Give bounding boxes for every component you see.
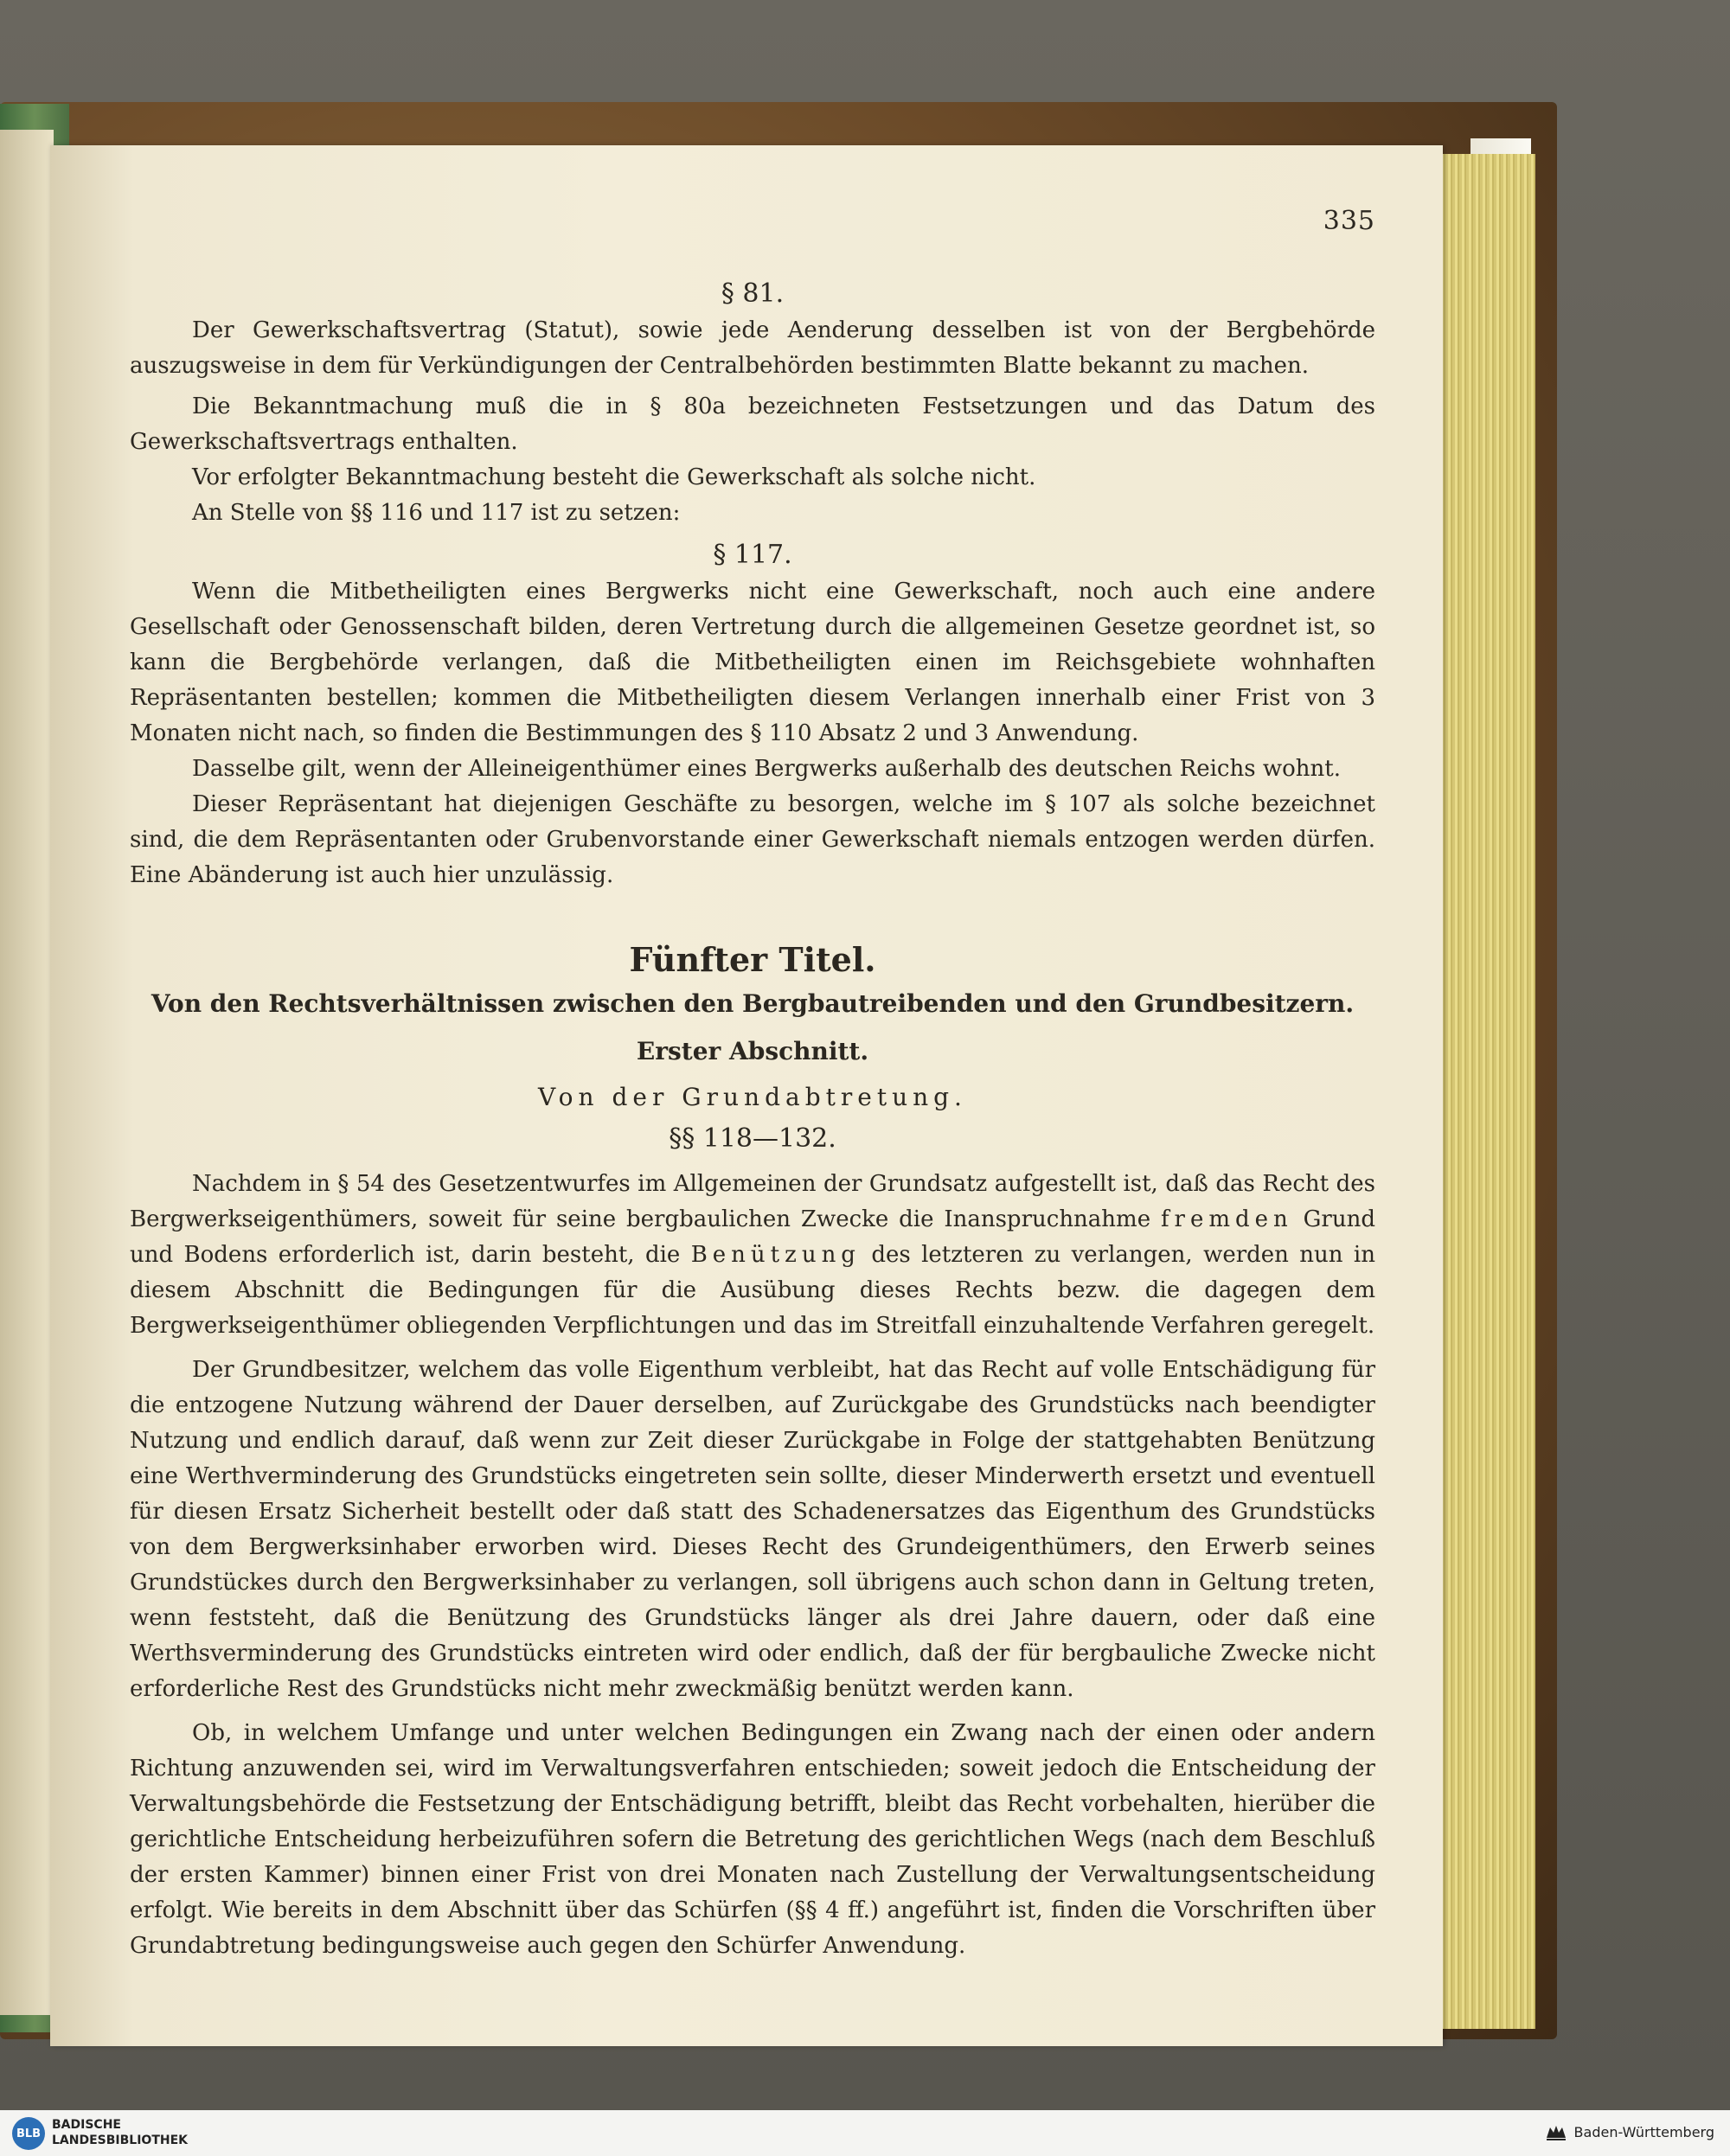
paragraph: Die Bekanntmachung muß die in § 80a bezeichneten Festsetzungen und das Datum des Gewerkschaftsvertrags enthalten. bbox=[130, 393, 1375, 455]
section-117-heading: § 117. bbox=[713, 540, 792, 570]
section-title: Erster Abschnitt. bbox=[636, 1037, 869, 1065]
paragraph: An Stelle von §§ 116 und 117 ist zu setzen: bbox=[192, 500, 681, 526]
paragraph: Der Gewerkschaftsvertrag (Statut), sowie jede Aenderung desselben ist von der Bergbehörde auszugsweise in dem für Verkündigungen der Centralbehörden bestimmten Blatte bekannt zu machen. bbox=[130, 317, 1375, 379]
paragraph-grundabtretung bbox=[130, 1167, 1375, 1344]
paragraph: Ob, in welchem Umfange und unter welchen Bedingungen ein Zwang nach der einen oder andern Richtung anzuwenden sei, wird im Verwaltungsverfahren entschieden; soweit jedoch die Entscheidung der Verwaltungsbehörde die Festsetzung der Entschädigung betrifft, bleibt das Recht vorbehalten, hierüber die gerichtliche Entscheidung herbeizuführen sofern die Betretung des gerichtlichen Wegs (nach dem Beschluß der ersten Kammer) binnen einer Frist von drei Monaten nach Zustellung der Verwaltungsentscheidung erfolgt. Wie bereits in dem Abschnitt über das Schürfen (§§ 4 ff.) angeführt ist, finden die Vorschriften über Grundabtretung bedingungsweise auch gegen den Schürfer Anwendung. bbox=[130, 1720, 1375, 1959]
spacer bbox=[130, 893, 1375, 942]
paragraph: Dasselbe gilt, wenn der Alleineigenthümer eines Bergwerks außerhalb des deutschen Reichs wohnt. bbox=[192, 756, 1341, 782]
lion-crest-icon bbox=[1545, 2122, 1567, 2141]
text-column bbox=[130, 275, 1375, 1964]
paragraph: Der Grundbesitzer, welchem das volle Eigenthum verbleibt, hat das Recht auf volle Entschädigung für die entzogene Nutzung während der Dauer derselben, auf Zurückgabe des Grundstücks nach beendigter Nutzung und endlich darauf, daß wenn zur Zeit dieser Zurückgabe in Folge der stattgehabten Benützung eine Werthverminderung des Grundstücks eingetreten sein sollte, dieser Minderwerth ersetzt und eventuell für diesen Ersatz Sicherheit bestellt oder daß statt des Schadenersatzes das Eigenthum des Grundstücks von dem Bergwerksinhaber erworben wird. Dieses Recht des Grundeigenthümers, den Erwerb seines Grundstückes durch den Bergwerksinhaber zu verlangen, soll übrigens auch schon dann in Geltung treten, wenn feststeht, daß die Benützung des Grundstücks länger als drei Jahre dauern, oder daß eine Werthsverminderung des Grundstücks eintreten wird oder endlich, daß der für bergbauliche Zwecke nicht erforderliche Rest des Grundstücks nicht mehr zweckmäßig benützt werden kann. bbox=[130, 1357, 1375, 1702]
state-logo bbox=[1545, 2122, 1714, 2141]
blb-logo-icon: BLB bbox=[12, 2117, 45, 2150]
text-run: Nachdem in § 54 des Gesetzentwurfes im Allgemeinen der Grundsatz aufgestellt ist, daß das Recht des Bergwerkseigenthümers, soweit für seine bergbaulichen Zwecke die Inanspruchnahme bbox=[130, 1171, 1375, 1232]
state-label: Baden-Württemberg bbox=[1573, 2123, 1714, 2140]
text-run: Grund und Bodens erforderlich ist, darin besteht, die bbox=[130, 1206, 1375, 1268]
page-number: 335 bbox=[1323, 206, 1375, 236]
emphasis-fremden: fremden bbox=[1160, 1206, 1293, 1232]
emphasis-benuetzung: Benützung bbox=[690, 1242, 861, 1268]
section-range: §§ 118—132. bbox=[669, 1123, 836, 1154]
paragraph: Dieser Repräsentant hat diejenigen Geschäfte zu besorgen, welche im § 107 als solche bezeichnet sind, die dem Repräsentanten oder Grubenvorstande einer Gewerkschaft niemals entzogen werden dürfen. Eine Abänderung ist auch hier unzulässig. bbox=[130, 791, 1375, 888]
section-81-heading: § 81. bbox=[721, 278, 785, 309]
library-name-line2: LANDESBIBLIOTHEK bbox=[52, 2134, 189, 2147]
library-name bbox=[52, 2117, 188, 2148]
section-subtitle: Von der Grundabtretung. bbox=[538, 1083, 967, 1111]
text-run: des letzteren zu verlangen, werden nun in diesem Abschnitt die Bedingungen für die Ausübung dieses Rechts bezw. die dagegen dem Bergwerkseigenthümer obliegenden Verpflichtungen und das im Streitfall einzuhaltende Verfahren geregelt. bbox=[130, 1242, 1375, 1339]
viewer-footer bbox=[0, 2110, 1730, 2156]
book-page bbox=[50, 145, 1443, 2046]
paragraph: Vor erfolgter Bekanntmachung besteht die Gewerkschaft als solche nicht. bbox=[192, 464, 1036, 490]
left-page-sliver bbox=[0, 130, 54, 2015]
title-subtitle: Von den Rechtsverhältnissen zwischen den Bergbautreibenden und den Grundbesitzern. bbox=[151, 989, 1355, 1018]
paragraph: Wenn die Mitbetheiligten eines Bergwerks nicht eine Gewerkschaft, noch auch eine andere Gesellschaft oder Genossenschaft bilden, deren Vertretung durch die allgemeinen Gesetze geordnet ist, so kann die Bergbehörde verlangen, daß die Mitbetheiligten einen im Reichsgebiete wohnhaften Repräsentanten bestellen; kommen die Mitbetheiligten diesem Verlangen innerhalb einer Frist von 3 Monaten nicht nach, so finden die Bestimmungen des § 110 Absatz 2 und 3 Anwendung. bbox=[130, 579, 1375, 746]
title-main: Fünfter Titel. bbox=[629, 940, 876, 979]
page-edges-gilt bbox=[1432, 154, 1535, 2029]
library-name-line1: BADISCHE bbox=[52, 2118, 121, 2132]
